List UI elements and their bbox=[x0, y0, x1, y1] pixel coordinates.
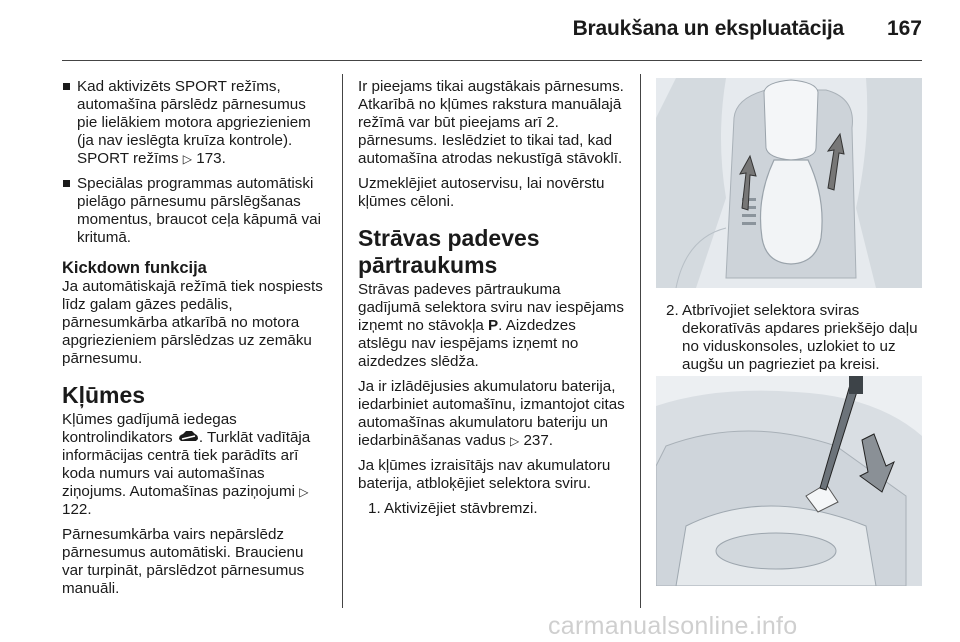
page-number: 167 bbox=[886, 17, 922, 40]
column-divider bbox=[342, 74, 343, 608]
paragraph: Uzmeklējiet autoservisu, lai novērstu kļūmes cēloni. bbox=[358, 175, 605, 210]
watermark-text: carmanualsonline.info bbox=[548, 612, 798, 640]
car-fault-lamp-icon bbox=[177, 430, 199, 443]
gear-selector-illustration bbox=[656, 78, 922, 288]
paragraph: Ja ir izlādējusies akumulatoru baterija, iedarbiniet automašīnu, izmantojot citas automašīnas akumulatoru bateriju un iedarbināšanas vadus ▷ 237. bbox=[358, 378, 625, 449]
running-title: Braukšana un ekspluatācija bbox=[572, 17, 844, 40]
column-middle bbox=[358, 78, 626, 518]
paragraph: Ir pieejams tikai augstākais pārnesums. Atkarībā no kļūmes rakstura manuālajā režīmā var būt pieejams arī 2. pārnesums. Ieslēdziet to tikai tad, kad automašīna atrodas nekustīgā stāvoklī. bbox=[358, 78, 624, 167]
column-divider bbox=[640, 74, 641, 608]
page-header bbox=[0, 0, 960, 60]
paragraph: Strāvas padeves pārtraukuma gadījumā selektora sviru nav iespējams izņemt no stāvokļa P. Aizdedzes atslēgu nav iespējams izņemt no aizdedzes slēdža. bbox=[358, 281, 624, 370]
bullet-item: Speciālas programmas automātiski pielāgo pārnesumu pārslēgšanas momentus, braucot ceļa kāpumā vai kritumā. bbox=[62, 175, 328, 247]
ref-arrow-icon: ▷ bbox=[299, 485, 309, 499]
ref-arrow-icon: ▷ bbox=[182, 152, 193, 166]
faults-text: Kļūmes gadījumā iedegas kontrolindikators . Turklāt vadītāja informācijas centrā tiek parādīts arī koda numurs vai automašīnas ziņojums. Automašīnas paziņojumi ▷ 122. bbox=[62, 411, 311, 518]
page-ref-link[interactable]: 237. bbox=[523, 432, 554, 449]
page-ref-link[interactable]: 173. bbox=[196, 150, 226, 167]
faults-text-2: Pārnesumkārba vairs nepārslēdz pārnesumus automātiski. Braucienu var turpināt, pārslēdzot pārnesumus manuāli. bbox=[62, 526, 305, 597]
trim-removal-illustration bbox=[656, 376, 922, 586]
trim-removal-drawing bbox=[656, 376, 922, 586]
step-item: 1. Aktivizējiet stāvbremzi. bbox=[368, 500, 538, 517]
kickdown-heading: Kickdown funkcija bbox=[62, 259, 207, 277]
gear-selector-drawing bbox=[656, 78, 922, 288]
power-interruption-heading: Strāvas padeves pārtraukums bbox=[358, 225, 540, 278]
header-rule bbox=[62, 60, 922, 61]
column-left bbox=[62, 78, 328, 605]
kickdown-text: Ja automātiskajā režīmā tiek nospiests līdz galam gāzes pedālis, pārnesumkārba atkarībā no motora apgriezieniem pārslēdzas uz zemāku pārnesumu. bbox=[62, 278, 323, 367]
bullet-item: Kad aktivizēts SPORT režīms, automašīna pārslēdz pārnesumus pie lielākiem motora apgriezieniem (ja nav ieslēgta kruīza kontrole). SPORT režīms ▷ 173. bbox=[62, 78, 328, 168]
column-right bbox=[656, 302, 922, 374]
page-ref-link[interactable]: 122. bbox=[62, 501, 92, 518]
step-item: 2. Atbrīvojiet selektora sviras dekoratīvās apdares priekšējo daļu no viduskonsoles, uzlokiet to uz augšu un pagrieziet pa kreisi. bbox=[666, 302, 918, 373]
paragraph: Ja kļūmes izraisītājs nav akumulatoru baterija, atbloķējiet selektora sviru. bbox=[358, 457, 611, 492]
faults-heading: Kļūmes bbox=[62, 382, 146, 408]
ref-arrow-icon: ▷ bbox=[509, 434, 520, 448]
